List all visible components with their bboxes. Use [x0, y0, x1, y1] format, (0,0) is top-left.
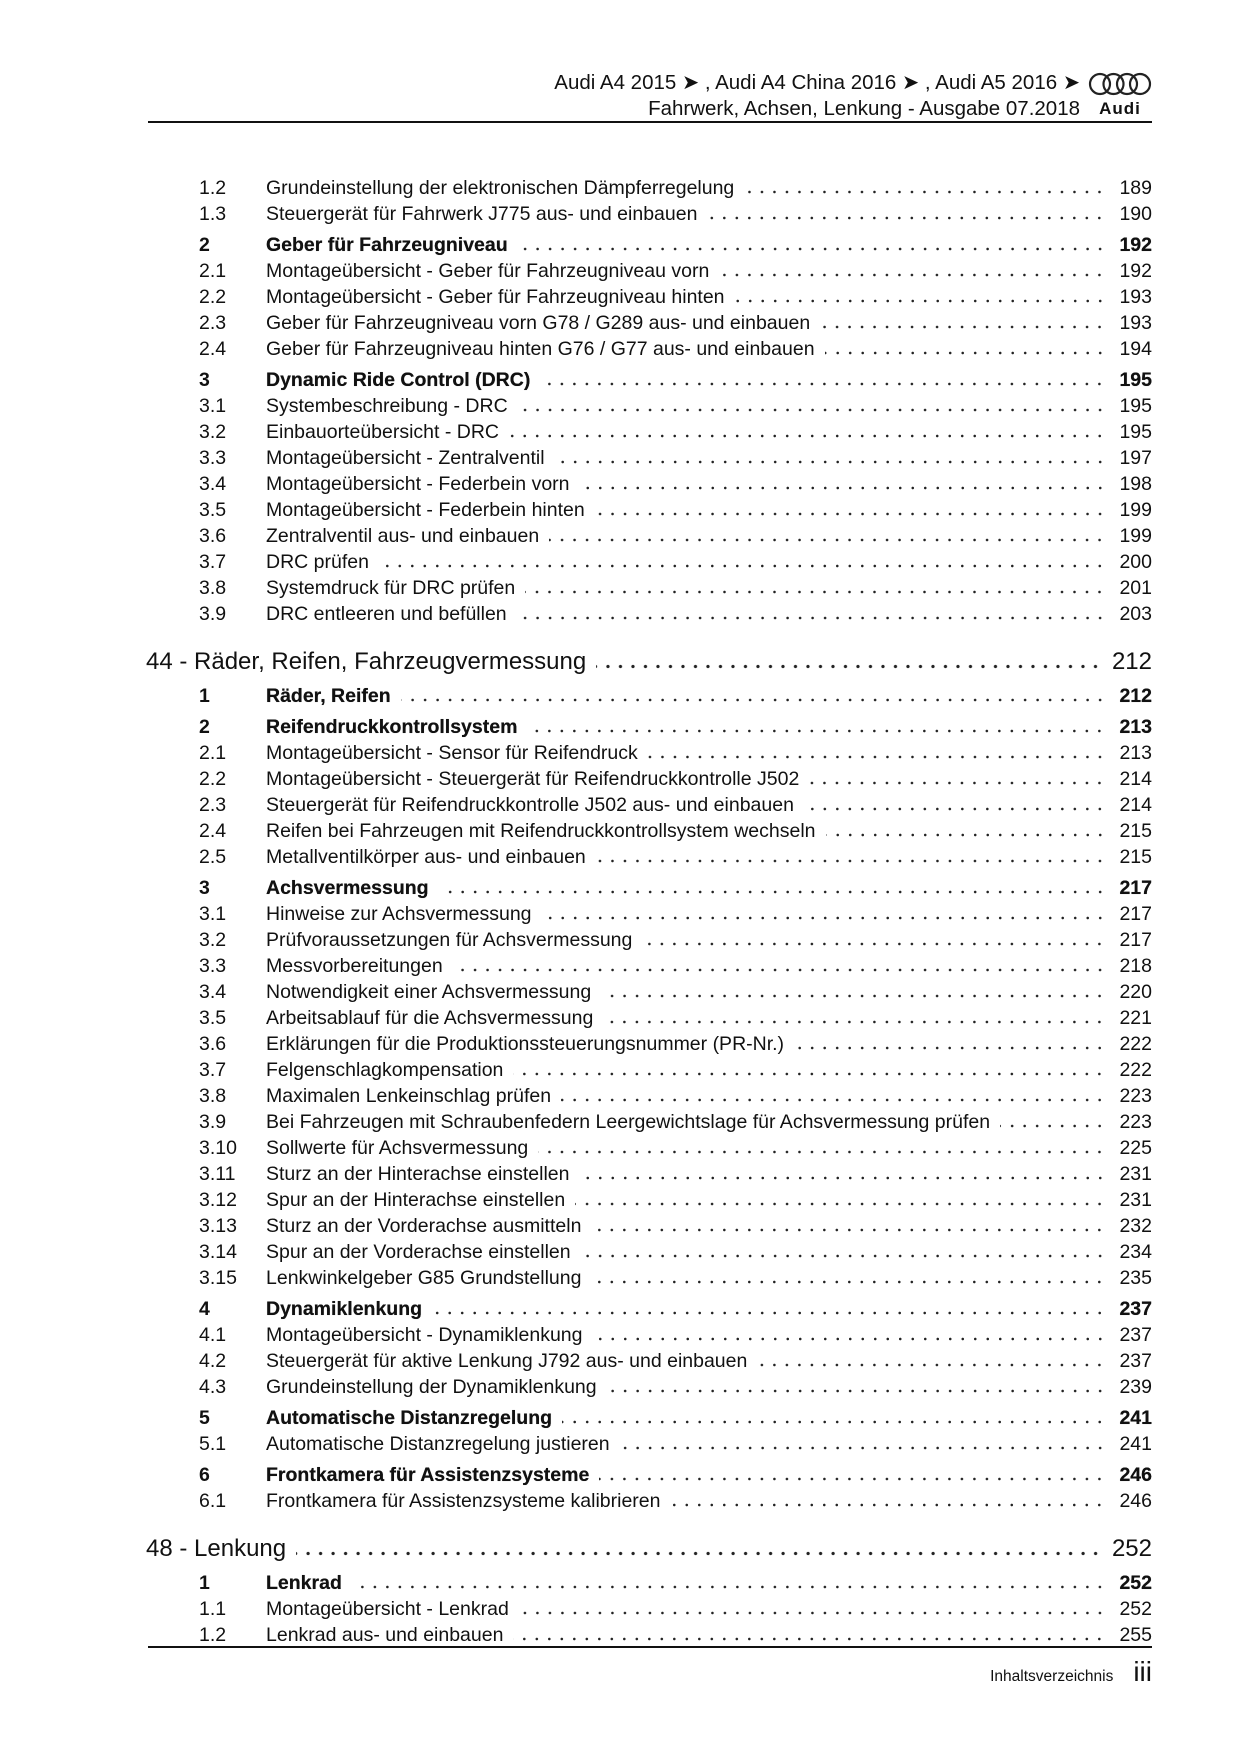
toc-number: 3.5 [199, 1007, 227, 1029]
toc-entry-sub[interactable] [146, 445, 1152, 471]
toc-number: 3.3 [199, 955, 227, 977]
toc-number: 3 [199, 369, 210, 391]
toc-number: 1.1 [199, 1598, 227, 1620]
toc-title: Grundeinstellung der Dynamiklenkung [266, 1376, 597, 1398]
toc-entry-section[interactable] [146, 1296, 1152, 1322]
toc-page: 214 [1119, 768, 1152, 790]
dot-leader [439, 890, 1106, 894]
toc-page: 217 [1119, 903, 1152, 925]
toc-number: 4.3 [199, 1376, 227, 1398]
toc-page: 203 [1119, 603, 1152, 625]
page-header [554, 70, 1080, 122]
dot-leader [607, 1389, 1106, 1393]
toc-page: 241 [1119, 1433, 1152, 1455]
toc-page: 215 [1119, 846, 1152, 868]
toc-entry-sub[interactable] [146, 1374, 1152, 1400]
toc-page: 235 [1119, 1267, 1152, 1289]
toc-entry-sub[interactable] [146, 575, 1152, 601]
toc-title: Zentralventil aus- und einbauen [266, 525, 540, 547]
header-subtitle: Fahrwerk, Achsen, Lenkung - Ausgabe 07.2018 [648, 97, 1080, 120]
toc-title: Messvorbereitungen [266, 955, 443, 977]
toc-title: Erklärungen für die Produktionssteuerungsnummer (PR-Nr.) [266, 1033, 785, 1055]
toc-page: 189 [1119, 177, 1152, 199]
toc-title: Sturz an der Vorderachse ausmitteln [266, 1215, 582, 1237]
toc-page: 212 [1111, 648, 1152, 675]
toc-title: Bei Fahrzeugen mit Schraubenfedern Leergewichtslage für Achsvermessung prüfen [266, 1111, 991, 1133]
toc-entry-sub[interactable] [146, 792, 1152, 818]
dot-leader [538, 1150, 1106, 1154]
toc-page: 190 [1119, 203, 1152, 225]
toc-number: 3.9 [199, 603, 227, 625]
toc-number: 3.6 [199, 525, 227, 547]
toc-page: 201 [1119, 577, 1152, 599]
toc-entry-chapter[interactable] [146, 647, 1152, 677]
dot-leader [591, 1228, 1106, 1232]
toc-title: Hinweise zur Achsvermessung [266, 903, 532, 925]
toc-number: 2 [199, 234, 210, 256]
toc-page: 218 [1119, 955, 1152, 977]
dot-leader [562, 1420, 1106, 1424]
toc-entry-sub[interactable] [146, 740, 1152, 766]
toc-entry-sub[interactable] [146, 818, 1152, 844]
toc-title: 48 - Lenkung [146, 1535, 287, 1562]
toc-page: 255 [1119, 1624, 1152, 1646]
dot-leader [513, 1637, 1106, 1641]
dot-leader [519, 1611, 1106, 1615]
toc-title: Sturz an der Hinterachse einstellen [266, 1163, 570, 1185]
toc-number: 3.7 [199, 1059, 227, 1081]
toc-page: 217 [1119, 929, 1152, 951]
toc-entry-sub[interactable] [146, 523, 1152, 549]
toc-entry-sub[interactable] [146, 901, 1152, 927]
toc-page: 222 [1119, 1033, 1152, 1055]
dot-leader [453, 968, 1106, 972]
toc-page: 195 [1119, 369, 1152, 391]
toc-entry-sub[interactable] [146, 497, 1152, 523]
toc-number: 1.3 [199, 203, 227, 225]
toc-entry-sub[interactable] [146, 549, 1152, 575]
toc-number: 1.2 [199, 177, 227, 199]
toc-title: Dynamic Ride Control (DRC) [266, 369, 531, 391]
toc-title: Montageübersicht - Dynamiklenkung [266, 1324, 583, 1346]
toc-entry-section[interactable] [146, 683, 1152, 709]
toc-entry-sub[interactable] [146, 201, 1152, 227]
toc-entry-sub[interactable] [146, 1488, 1152, 1514]
toc-entry-section[interactable] [146, 1462, 1152, 1488]
toc-entry-section[interactable] [146, 1405, 1152, 1431]
toc-title: Lenkwinkelgeber G85 Grundstellung [266, 1267, 582, 1289]
toc-page: 231 [1119, 1163, 1152, 1185]
toc-entry-sub[interactable] [146, 766, 1152, 792]
toc-page: 246 [1119, 1490, 1152, 1512]
toc-entry-sub[interactable] [146, 1031, 1152, 1057]
dot-leader [580, 486, 1107, 490]
audi-rings-icon [1088, 72, 1152, 96]
toc-entry-sub[interactable] [146, 1135, 1152, 1161]
dot-leader [561, 1098, 1106, 1102]
toc-page: 246 [1119, 1464, 1152, 1486]
toc-number: 2 [199, 716, 210, 738]
toc-title: Reifendruckkontrollsystem [266, 716, 518, 738]
toc-page: 225 [1119, 1137, 1152, 1159]
toc-number: 2.2 [199, 768, 227, 790]
dot-leader [575, 1202, 1106, 1206]
toc-page: 212 [1119, 685, 1152, 707]
toc-entry-sub[interactable] [146, 1239, 1152, 1265]
toc-entry-sub[interactable] [146, 393, 1152, 419]
toc-title: Montageübersicht - Federbein hinten [266, 499, 585, 521]
toc-title: Lenkrad aus- und einbauen [266, 1624, 504, 1646]
toc-entry-sub[interactable] [146, 1322, 1152, 1348]
toc-entry-sub[interactable] [146, 1057, 1152, 1083]
dot-leader [527, 729, 1106, 733]
toc-page: 220 [1119, 981, 1152, 1003]
toc-title: Lenkrad [266, 1572, 342, 1594]
audi-logo-text: Audi [1099, 99, 1141, 118]
toc-entry-section[interactable] [146, 367, 1152, 393]
dot-leader [670, 1503, 1106, 1507]
toc-number: 4 [199, 1298, 210, 1320]
toc-number: 2.1 [199, 742, 227, 764]
toc-title: Automatische Distanzregelung [266, 1407, 553, 1429]
toc-title: Montageübersicht - Federbein vorn [266, 473, 570, 495]
toc-number: 3 [199, 877, 210, 899]
toc-page: 237 [1119, 1298, 1152, 1320]
toc-number: 3.15 [199, 1267, 237, 1289]
toc-number: 4.1 [199, 1324, 227, 1346]
toc-entry-sub[interactable] [146, 258, 1152, 284]
toc-number: 3.10 [199, 1137, 237, 1159]
toc-entry-sub[interactable] [146, 1348, 1152, 1374]
toc-title: Arbeitsablauf für die Achsvermessung [266, 1007, 594, 1029]
toc-entry-sub[interactable] [146, 310, 1152, 336]
toc-title: DRC prüfen [266, 551, 369, 573]
toc-title: Steuergerät für Fahrwerk J775 aus- und einbauen [266, 203, 698, 225]
toc-entry-section[interactable] [146, 232, 1152, 258]
toc-entry-sub[interactable] [146, 844, 1152, 870]
dot-leader [642, 942, 1106, 946]
toc-page: 200 [1119, 551, 1152, 573]
toc-page: 221 [1119, 1007, 1152, 1029]
toc-number: 3.5 [199, 499, 227, 521]
page-number: iii [1133, 1656, 1152, 1687]
toc-page: 195 [1119, 421, 1152, 443]
dot-leader [707, 216, 1106, 220]
toc-title: Montageübersicht - Geber für Fahrzeugniveau vorn [266, 260, 710, 282]
dot-leader [603, 1020, 1106, 1024]
toc-page: 199 [1119, 525, 1152, 547]
dot-leader [809, 781, 1106, 785]
toc-page: 237 [1119, 1324, 1152, 1346]
footer-rule [148, 1646, 1152, 1648]
toc-entry-sub[interactable] [146, 927, 1152, 953]
toc-title: Spur an der Vorderachse einstellen [266, 1241, 571, 1263]
toc-page: 192 [1119, 260, 1152, 282]
toc-number: 3.14 [199, 1241, 237, 1263]
toc-number: 3.12 [199, 1189, 237, 1211]
toc-page: 195 [1119, 395, 1152, 417]
dot-leader [794, 1046, 1106, 1050]
toc-entry-sub[interactable] [146, 979, 1152, 1005]
toc-page: 252 [1111, 1535, 1152, 1562]
dot-leader [581, 1254, 1106, 1258]
toc-entry-sub[interactable] [146, 1083, 1152, 1109]
toc-title: Systembeschreibung - DRC [266, 395, 508, 417]
toc-entry-sub[interactable] [146, 1622, 1152, 1648]
toc-entry-sub[interactable] [146, 419, 1152, 445]
dot-leader [826, 833, 1106, 837]
header-models: Audi A4 2015 ➤ , Audi A4 China 2016 ➤ , Audi A5 2016 ➤ [554, 71, 1080, 94]
toc-number: 3.3 [199, 447, 227, 469]
toc-title: Felgenschlagkompensation [266, 1059, 504, 1081]
dot-leader [432, 1311, 1106, 1315]
toc-title: Geber für Fahrzeugniveau vorn G78 / G289 aus- und einbauen [266, 312, 811, 334]
toc-number: 1.2 [199, 1624, 227, 1646]
toc-title: Dynamiklenkung [266, 1298, 423, 1320]
header-rule [148, 121, 1152, 123]
toc-page: 192 [1119, 234, 1152, 256]
toc-title: Frontkamera für Assistenzsysteme kalibrieren [266, 1490, 661, 1512]
toc-entry-sub[interactable] [146, 1005, 1152, 1031]
dot-leader [735, 299, 1106, 303]
toc-title: Sollwerte für Achsvermessung [266, 1137, 529, 1159]
toc-entry-section[interactable] [146, 1570, 1152, 1596]
dot-leader [596, 859, 1106, 863]
dot-leader [1000, 1124, 1106, 1128]
toc-entry-chapter[interactable] [146, 1534, 1152, 1564]
toc-page: 234 [1119, 1241, 1152, 1263]
dot-leader [719, 273, 1106, 277]
toc-page: 214 [1119, 794, 1152, 816]
audi-logo [1088, 72, 1152, 119]
dot-leader [593, 1337, 1107, 1341]
dot-leader [595, 512, 1106, 516]
toc-entry-sub[interactable] [146, 471, 1152, 497]
toc-number: 3.2 [199, 421, 227, 443]
toc-number: 3.11 [199, 1163, 236, 1185]
dot-leader [540, 382, 1106, 386]
toc-entry-sub[interactable] [146, 1187, 1152, 1213]
toc-entry-sub[interactable] [146, 1596, 1152, 1622]
toc-title: Maximalen Lenkeinschlag prüfen [266, 1085, 552, 1107]
dot-leader [820, 325, 1106, 329]
toc-number: 6.1 [199, 1490, 227, 1512]
dot-leader [513, 1072, 1106, 1076]
dot-leader [757, 1363, 1106, 1367]
dot-leader [599, 1477, 1106, 1481]
dot-leader [648, 755, 1106, 759]
toc-page: 223 [1119, 1085, 1152, 1107]
toc-entry-sub[interactable] [146, 175, 1152, 201]
toc-page: 213 [1119, 716, 1152, 738]
toc-title: Montageübersicht - Geber für Fahrzeugniveau hinten [266, 286, 725, 308]
toc-title: 44 - Räder, Reifen, Fahrzeugvermessung [146, 648, 587, 675]
toc-page: 231 [1119, 1189, 1152, 1211]
toc-number: 2.3 [199, 312, 227, 334]
toc-page: 197 [1119, 447, 1152, 469]
toc-number: 3.1 [199, 903, 227, 925]
toc-page: 198 [1119, 473, 1152, 495]
dot-leader [580, 1176, 1107, 1180]
toc-page: 217 [1119, 877, 1152, 899]
toc-page: 215 [1119, 820, 1152, 842]
toc-entry-sub[interactable] [146, 1431, 1152, 1457]
toc-number: 5 [199, 1407, 210, 1429]
dot-leader [591, 1280, 1106, 1284]
toc-page: 239 [1119, 1376, 1152, 1398]
toc-title: Reifen bei Fahrzeugen mit Reifendruckkontrollsystem wechseln [266, 820, 816, 842]
toc-entry-section[interactable] [146, 714, 1152, 740]
toc-number: 4.2 [199, 1350, 227, 1372]
toc-number: 3.1 [199, 395, 227, 417]
toc-number: 5.1 [199, 1433, 227, 1455]
toc-number: 3.7 [199, 551, 227, 573]
toc-title: Geber für Fahrzeugniveau [266, 234, 508, 256]
dot-leader [379, 564, 1106, 568]
toc-number: 3.2 [199, 929, 227, 951]
page-footer [990, 1656, 1152, 1688]
dot-leader [555, 460, 1106, 464]
dot-leader [525, 590, 1106, 594]
dot-leader [825, 351, 1106, 355]
footer-label: Inhaltsverzeichnis [990, 1668, 1114, 1685]
toc-title: Steuergerät für Reifendruckkontrolle J502 aus- und einbauen [266, 794, 794, 816]
toc-number: 2.2 [199, 286, 227, 308]
toc-title: DRC entleeren und befüllen [266, 603, 507, 625]
toc-number: 2.5 [199, 846, 227, 868]
dot-leader [804, 807, 1106, 811]
dot-leader [401, 698, 1106, 702]
toc-number: 3.6 [199, 1033, 227, 1055]
toc-title: Geber für Fahrzeugniveau hinten G76 / G77 aus- und einbauen [266, 338, 815, 360]
dot-leader [620, 1446, 1106, 1450]
toc-page: 223 [1119, 1111, 1152, 1133]
toc-title: Spur an der Hinterachse einstellen [266, 1189, 566, 1211]
toc-page: 237 [1119, 1350, 1152, 1372]
toc-number: 3.13 [199, 1215, 237, 1237]
dot-leader [542, 916, 1106, 920]
toc-number: 3.4 [199, 981, 227, 1003]
toc-entry-sub[interactable] [146, 1161, 1152, 1187]
toc-page: 199 [1119, 499, 1152, 521]
toc-title: Steuergerät für aktive Lenkung J792 aus- und einbauen [266, 1350, 748, 1372]
dot-leader [744, 190, 1106, 194]
toc-title: Räder, Reifen [266, 685, 391, 707]
toc-number: 3.9 [199, 1111, 227, 1133]
toc-number: 2.4 [199, 338, 227, 360]
toc-title: Automatische Distanzregelung justieren [266, 1433, 610, 1455]
toc-title: Metallventilkörper aus- und einbauen [266, 846, 586, 868]
toc-page: 193 [1119, 286, 1152, 308]
toc-entry-sub[interactable] [146, 1213, 1152, 1239]
toc-page: 194 [1119, 338, 1152, 360]
toc-title: Prüfvoraussetzungen für Achsvermessung [266, 929, 633, 951]
table-of-contents [146, 175, 1152, 1648]
dot-leader [517, 616, 1106, 620]
toc-entry-section[interactable] [146, 875, 1152, 901]
toc-number: 3.8 [199, 1085, 227, 1107]
dot-leader [352, 1585, 1106, 1589]
dot-leader [518, 408, 1106, 412]
toc-title: Systemdruck für DRC prüfen [266, 577, 516, 599]
toc-title: Notwendigkeit einer Achsvermessung [266, 981, 592, 1003]
toc-entry-sub[interactable] [146, 284, 1152, 310]
toc-page: 232 [1119, 1215, 1152, 1237]
toc-entry-sub[interactable] [146, 1265, 1152, 1291]
toc-page: 222 [1119, 1059, 1152, 1081]
toc-number: 2.4 [199, 820, 227, 842]
toc-number: 2.3 [199, 794, 227, 816]
dot-leader [518, 247, 1106, 251]
toc-title: Frontkamera für Assistenzsysteme [266, 1464, 590, 1486]
toc-page: 252 [1119, 1572, 1152, 1594]
toc-entry-sub[interactable] [146, 1109, 1152, 1135]
toc-number: 6 [199, 1464, 210, 1486]
toc-title: Grundeinstellung der elektronischen Dämpferregelung [266, 177, 735, 199]
dot-leader [296, 1551, 1102, 1556]
toc-title: Einbauortеübersicht - DRC [266, 421, 500, 443]
toc-page: 252 [1119, 1598, 1152, 1620]
toc-page: 213 [1119, 742, 1152, 764]
toc-number: 2.1 [199, 260, 227, 282]
toc-number: 3.8 [199, 577, 227, 599]
toc-title: Montageübersicht - Sensor für Reifendruck [266, 742, 638, 764]
toc-title: Montageübersicht - Steuergerät für Reifendruckkontrolle J502 [266, 768, 800, 790]
toc-entry-sub[interactable] [146, 601, 1152, 627]
toc-page: 241 [1119, 1407, 1152, 1429]
toc-title: Montageübersicht - Lenkrad [266, 1598, 509, 1620]
dot-leader [596, 664, 1102, 669]
dot-leader [509, 434, 1106, 438]
toc-title: Achsvermessung [266, 877, 429, 899]
toc-number: 1 [199, 685, 210, 707]
toc-entry-sub[interactable] [146, 336, 1152, 362]
toc-number: 3.4 [199, 473, 227, 495]
toc-page: 193 [1119, 312, 1152, 334]
toc-number: 1 [199, 1572, 210, 1594]
dot-leader [601, 994, 1106, 998]
dot-leader [549, 538, 1106, 542]
toc-entry-sub[interactable] [146, 953, 1152, 979]
toc-title: Montageübersicht - Zentralventil [266, 447, 545, 469]
